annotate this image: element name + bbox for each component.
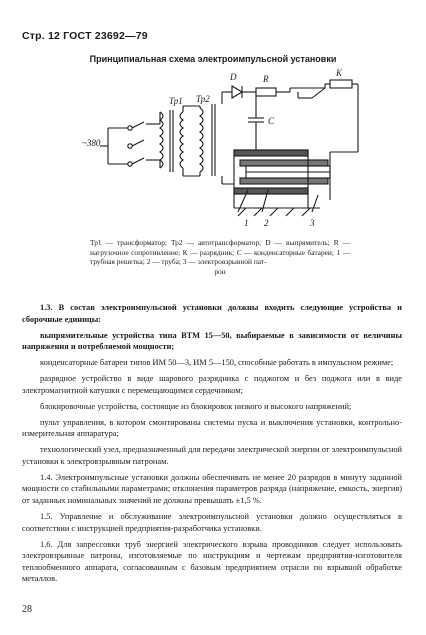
- caption-line: трубная решетка; 2 — труба; 3 — электровзрывной пат-: [90, 257, 267, 267]
- top-circuit-line: [222, 80, 358, 152]
- figure-caption: [90, 238, 350, 276]
- caption-line: Тр1 — трансформатор; Тр2 — автотрансформатор;: [90, 238, 262, 247]
- label-3: 3: [310, 218, 315, 228]
- label-r: R: [263, 74, 269, 84]
- paragraph: 1.4. Электроимпульсные установки должны обеспечивать не менее 20 разрядов в минуту заданной мощности со стабильными параметрами; отклонения параметров разряда (напряжение, емкость, энергия) от заданных номинальных значений не должны превышать ±1,5 %.: [22, 472, 402, 506]
- paragraph: блокировочные устройства, состоящие из блокировок низкого и высокого напряжений;: [40, 401, 352, 411]
- label-tp2: Тр2: [196, 94, 210, 104]
- figure-title: Принципиальная схема электроимпульсной установки: [89, 54, 337, 64]
- label-tp1: Тр1: [169, 96, 183, 106]
- label-c: C: [268, 116, 275, 126]
- paragraph: пульт управления, в котором смонтированы системы пуска и выключения установки, контрольно-измерительная аппаратура;: [22, 417, 402, 439]
- input-terminals: [100, 122, 160, 166]
- caption-line: рон: [214, 266, 226, 276]
- label-1: 1: [244, 218, 249, 228]
- label-d: D: [230, 72, 237, 82]
- autotransformer-tp2: [183, 92, 222, 184]
- paragraph: 1.3. В состав электроимпульсной установки должны входить следующие устройства и сборочные единицы:: [22, 303, 402, 324]
- document-body: [22, 302, 402, 589]
- transformer-tp1: [160, 106, 183, 176]
- tube-assembly: [234, 150, 358, 216]
- label-2: 2: [264, 218, 269, 228]
- paragraph: 1.5. Управление и обслуживание электроимпульсной установки должно осуществляться в соответствии с инструкцией предприятия-разработчика установки.: [22, 512, 402, 533]
- page-number: 28: [22, 604, 32, 615]
- label-k: K: [336, 68, 343, 78]
- paragraph: выпрямительные устройства типа ВТМ 15—50, выбираемые в зависимости от величины напряжения и потребляемой мощности;: [22, 330, 402, 352]
- page-header: Стр. 12 ГОСТ 23692—79: [22, 30, 148, 42]
- paragraph: разрядное устройство в виде шарового разрядника с поджогом и без поджога или в виде электромагнитной катушки с перемещающимся сердечником;: [22, 374, 402, 395]
- paragraph: 1.6. Для запрессовки труб энергией электрического взрыва проводников следует использовать электровзрывные патроны, изготовляемые по инструкциям и чертежам предприятия-изготовителя теплообменного аппарата, согласованным с базовым предприятием отрасли по взрывной обработке металлов.: [22, 539, 402, 584]
- paragraph: технологический узел, предназначенный для передачи электрической энергии от электроимпульсной установки к электровзрывным патронам.: [22, 445, 402, 466]
- paragraph: конденсаторные батареи типов ИМ 50—3, ИМ 5—150, способные работать в импульсном режиме;: [40, 358, 394, 368]
- caption-line: К — разрядник; С — конденсаторные батареи; 1 —: [182, 247, 350, 257]
- caption-line: D — выпрямитель; R — нагрузочное сопротивление;: [90, 238, 351, 257]
- label-voltage: ~380: [82, 138, 101, 148]
